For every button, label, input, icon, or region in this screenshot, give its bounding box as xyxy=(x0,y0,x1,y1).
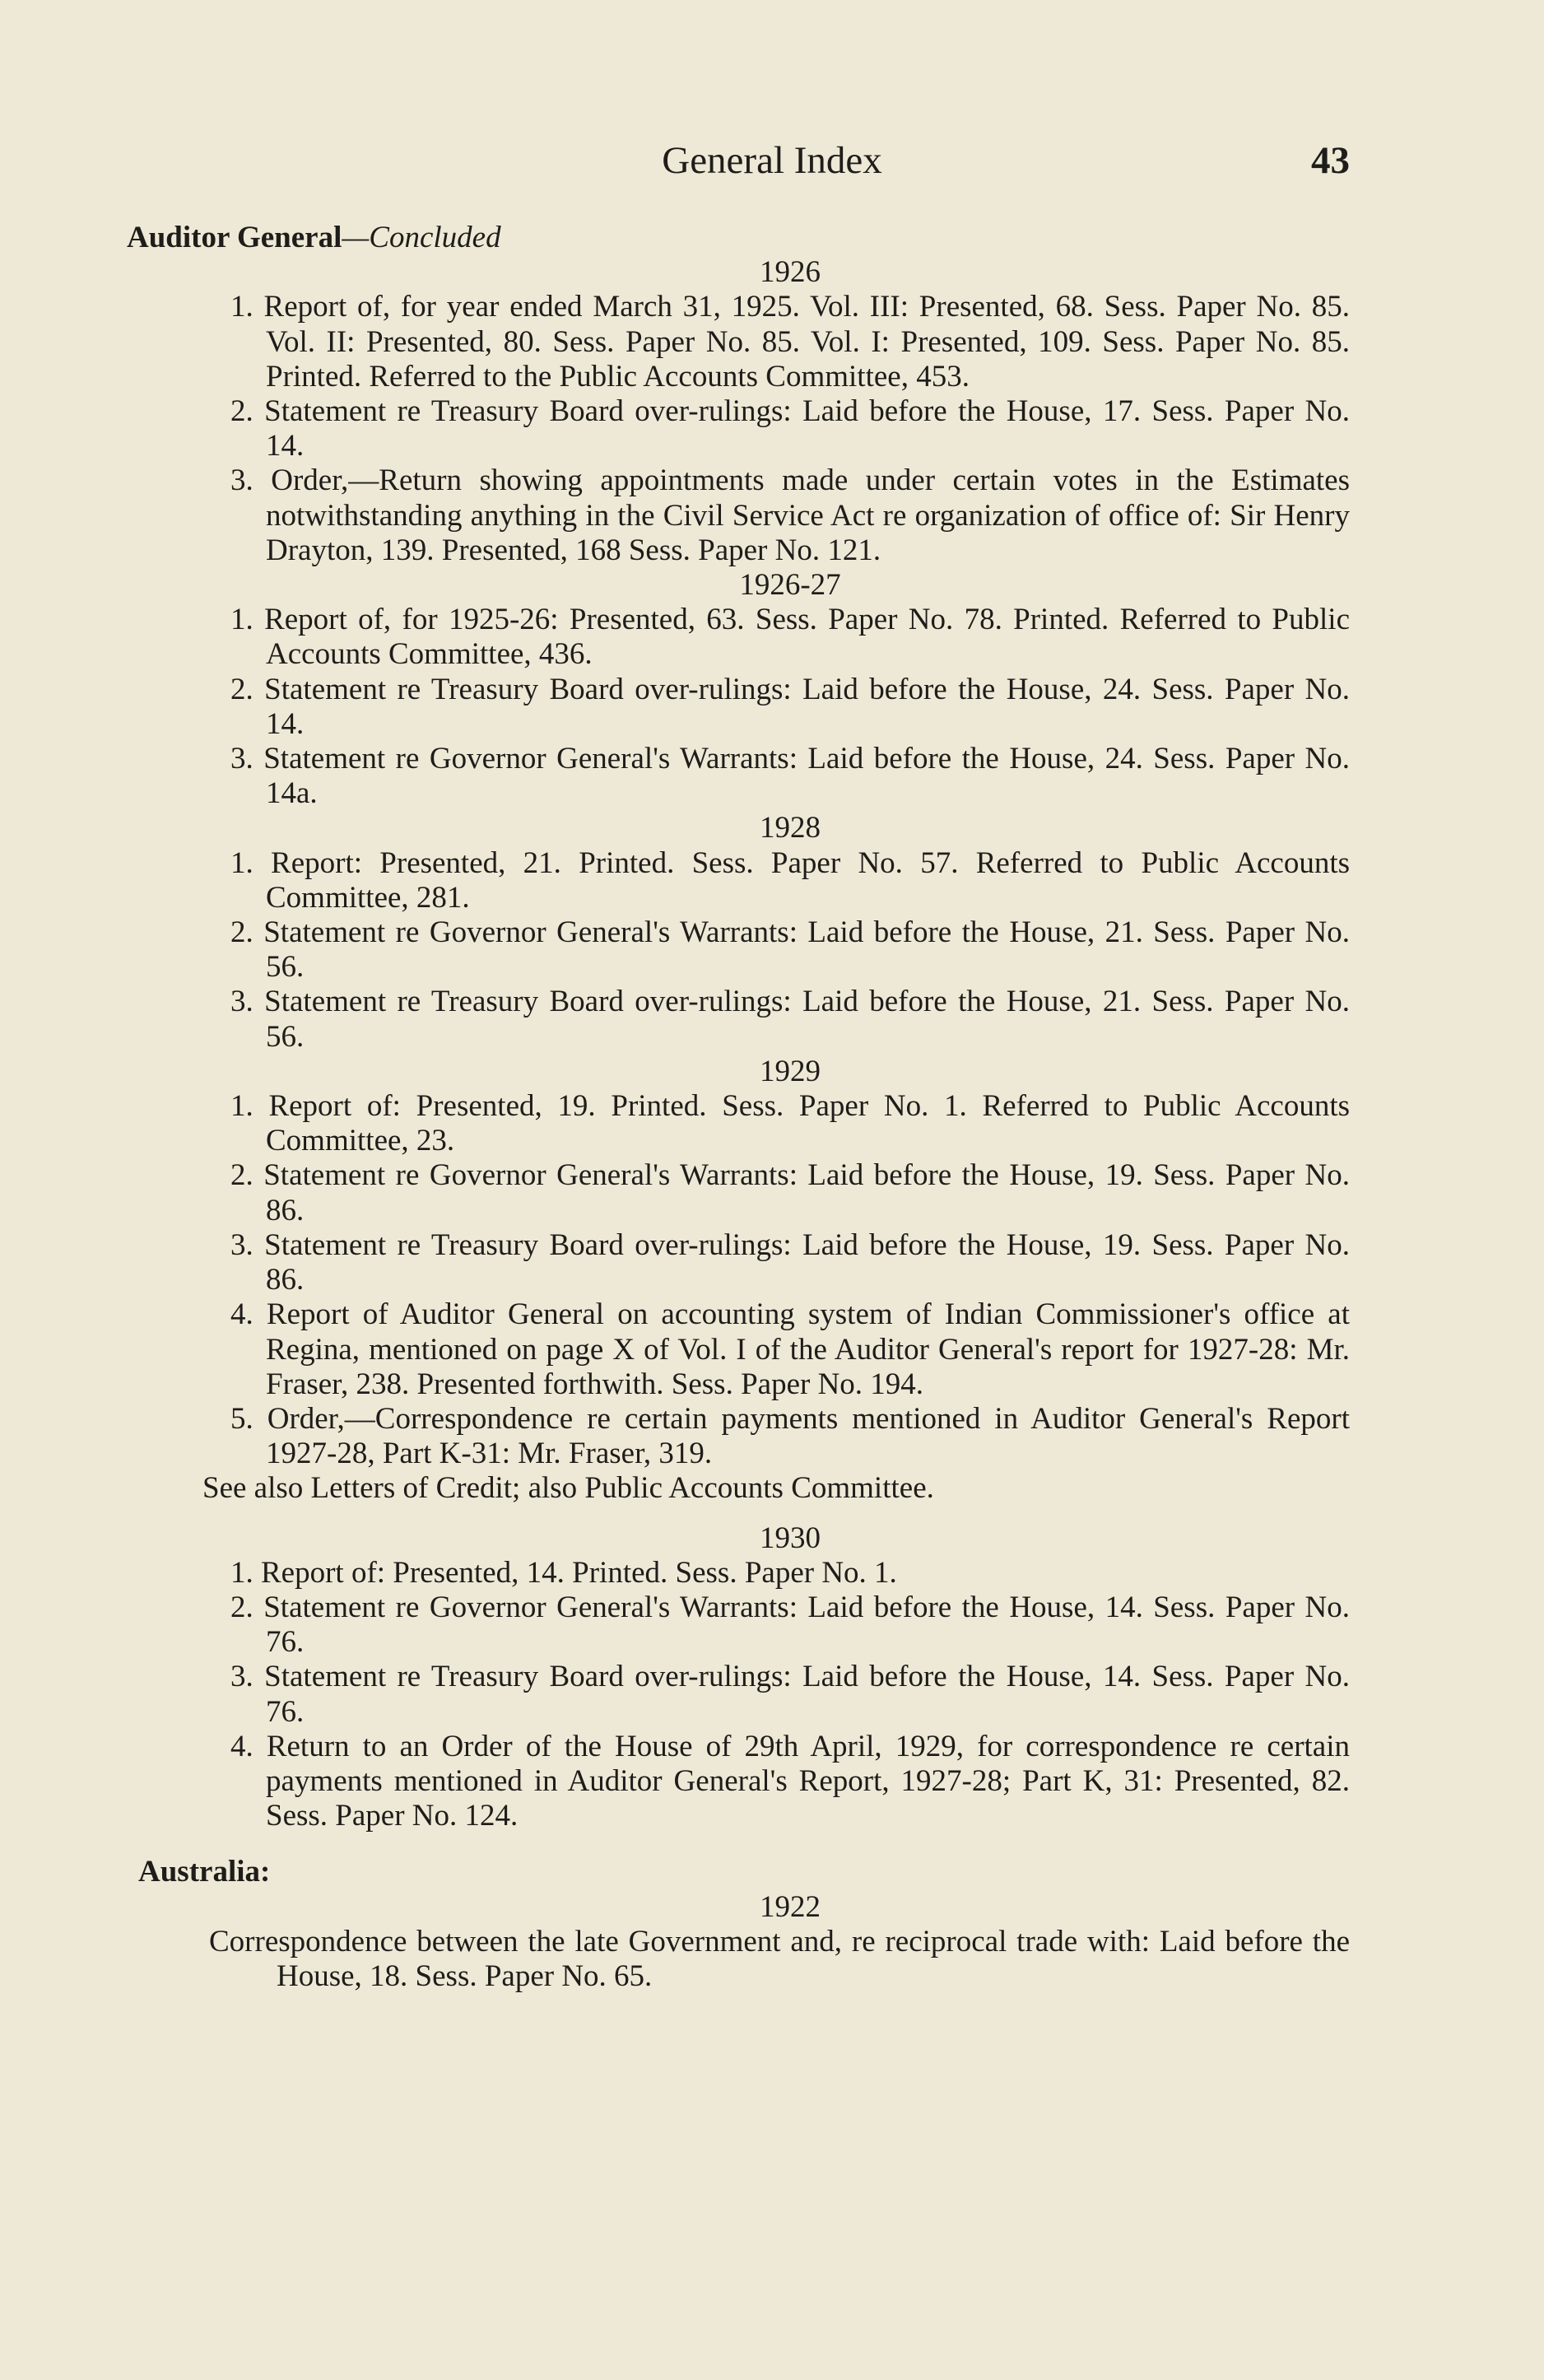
year-heading: 1922 xyxy=(760,1889,821,1924)
index-entry: 2. Statement re Treasury Board over-rulings: Laid before the House, 17. Sess. Paper No. 14. xyxy=(230,394,1351,463)
index-entry: 2. Statement re Governor General's Warrants: Laid before the House, 21. Sess. Paper No. 56. xyxy=(230,915,1350,985)
index-entry: 3. Statement re Treasury Board over-rulings: Laid before the House, 14. Sess. Paper No. 76. xyxy=(230,1660,1351,1729)
index-entry: 2. Statement re Governor General's Warrants: Laid before the House, 14. Sess. Paper No. 76. xyxy=(230,1590,1350,1660)
index-entry: 4. Return to an Order of the House of 29th April, 1929, for correspondence re certain payments mentioned in Auditor General's Report, 1927-28; Part K, 31: Presented, 82. Sess. Paper No. 124. xyxy=(230,1729,1350,1833)
running-head xyxy=(0,138,1544,188)
year-heading: 1926 xyxy=(760,255,821,290)
see-also-reference: See also Letters of Credit; also Public Accounts Committee. xyxy=(202,1471,934,1506)
section-heading-australia: Australia: xyxy=(138,1855,271,1889)
index-content xyxy=(123,221,1350,1994)
index-paragraph: Correspondence between the late Government and, re reciprocal trade with: Laid before the House, 18. Sess. Paper No. 65. xyxy=(209,1924,1350,1993)
section-heading-auditor-general: Auditor General—Concluded xyxy=(127,221,501,254)
page-title: General Index xyxy=(662,139,882,182)
index-entry: 3. Order,—Return showing appointments made under certain votes in the Estimates notwithstanding anything in the Civil Service Act re organization of office of: Sir Henry Drayton, 139. Presented, 168 Sess. Paper No. 121. xyxy=(230,463,1351,567)
index-entry: 1. Report of, for year ended March 31, 1925. Vol. III: Presented, 68. Sess. Paper No. 85. Vol. II: Presented, 80. Sess. Paper No. 85. Vol. I: Presented, 109. Sess. Paper No. 85. Printed. Referred to the Public Accounts Committee, 453. xyxy=(230,290,1351,394)
index-entry: 4. Report of Auditor General on accounting system of Indian Commissioner's office at Regina, mentioned on page X of Vol. I of the Auditor General's report for 1927-28: Mr. Fraser, 238. Presented forthwith. Sess. Paper No. 194. xyxy=(230,1297,1351,1401)
year-heading: 1926-27 xyxy=(739,568,841,603)
index-entry: 5. Order,—Correspondence re certain payments mentioned in Auditor General's Report 1927-28, Part K-31: Mr. Fraser, 319. xyxy=(230,1401,1350,1471)
index-entry: 2. Statement re Treasury Board over-rulings: Laid before the House, 24. Sess. Paper No. 14. xyxy=(230,672,1351,741)
index-entry: 1. Report of: Presented, 19. Printed. Sess. Paper No. 1. Referred to Public Accounts Committee, 23. xyxy=(230,1089,1351,1158)
year-heading: 1930 xyxy=(760,1521,821,1555)
index-entry: 1. Report of: Presented, 14. Printed. Sess. Paper No. 1. xyxy=(230,1555,897,1590)
year-heading: 1929 xyxy=(760,1054,821,1088)
index-entry: 2. Statement re Governor General's Warrants: Laid before the House, 19. Sess. Paper No. 86. xyxy=(230,1158,1350,1227)
index-entry: 1. Report: Presented, 21. Printed. Sess. Paper No. 57. Referred to Public Accounts Committee, 281. xyxy=(230,845,1351,915)
index-entry: 3. Statement re Governor General's Warrants: Laid before the House, 24. Sess. Paper No. 14a. xyxy=(230,742,1350,811)
index-entry: 3. Statement re Treasury Board over-rulings: Laid before the House, 21. Sess. Paper No. 56. xyxy=(230,985,1351,1054)
page-number: 43 xyxy=(1311,139,1350,182)
index-entry: 1. Report of, for 1925-26: Presented, 63. Sess. Paper No. 78. Printed. Referred to Public Accounts Committee, 436. xyxy=(230,603,1350,672)
index-entry: 3. Statement re Treasury Board over-rulings: Laid before the House, 19. Sess. Paper No. 86. xyxy=(230,1227,1351,1297)
year-heading: 1928 xyxy=(760,811,821,845)
